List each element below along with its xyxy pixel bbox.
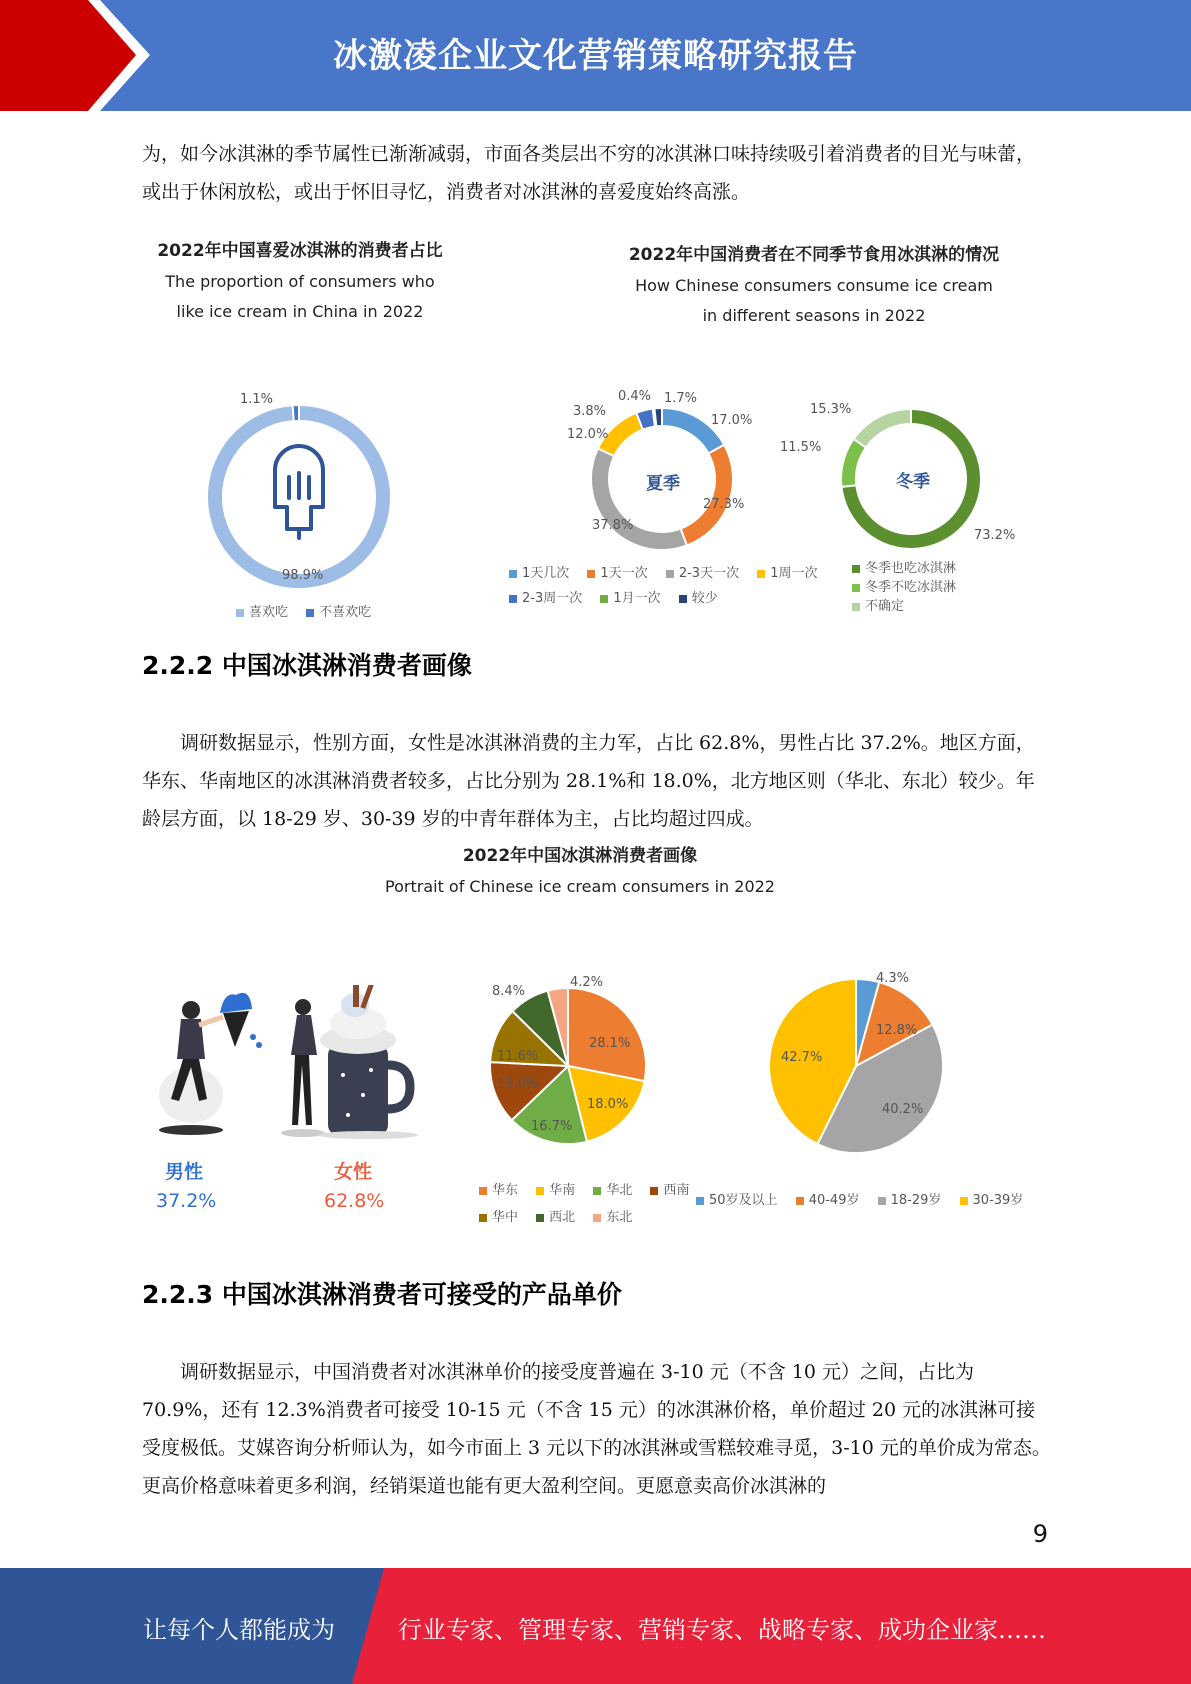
female-value: 62.8% — [324, 1190, 385, 1212]
chart1-title-zh: 2022年中国喜爱冰淇淋的消费者占比 — [157, 241, 443, 261]
winter-center-label: 冬季 — [896, 472, 930, 492]
summer-label-1: 1.7% — [664, 391, 698, 406]
section-222-text: 调研数据显示，性别方面，女性是冰淇淋消费的主力军，占比 62.8%，男性占比 37.2%。地区方面，华东、华南地区的冰淇淋消费者较多，占比分别为 28.1%和 18.0%，北方地区则（华北、东北）较少。年龄层方面，以 18-29 岁、30-39 岁的中青年群体为主，占比均超过四成。 — [142, 732, 1035, 830]
chart1-title-en-2: like ice cream in China in 2022 — [176, 302, 424, 321]
age-label-2: 12.8% — [876, 1023, 918, 1038]
legend-item: 华北 — [593, 1179, 632, 1198]
female-label: 女性 — [334, 1161, 373, 1183]
section-223-heading: 2.2.3 中国冰淇淋消费者可接受的产品单价 — [142, 1280, 622, 1309]
like-small-label: 1.1% — [240, 392, 274, 407]
legend-age — [696, 1189, 1037, 1214]
legend-item: 东北 — [593, 1206, 632, 1225]
age-label-4: 42.7% — [781, 1050, 823, 1065]
region-label-5: 11.6% — [497, 1049, 539, 1064]
legend-winter — [852, 562, 970, 619]
legend-item: 华中 — [479, 1206, 518, 1225]
footer-bar — [0, 1568, 1191, 1684]
legend-like — [236, 601, 385, 626]
summer-slice-2 — [681, 445, 733, 546]
winter-label-1: 73.2% — [974, 528, 1016, 543]
summer-slice-7 — [654, 408, 662, 426]
intro-paragraph — [142, 135, 1052, 211]
chart2-title-en-2: in different seasons in 2022 — [702, 306, 926, 325]
legend-item: 较少 — [679, 587, 718, 606]
age-label-1: 4.3% — [876, 971, 910, 986]
legend-item: 冬季也吃冰淇淋 — [852, 562, 956, 575]
legend-item: 不喜欢吃 — [306, 601, 371, 620]
legend-item: 不确定 — [852, 600, 904, 613]
legend-item: 2-3天一次 — [666, 562, 739, 581]
legend-region — [479, 1179, 703, 1231]
chart2-title — [575, 240, 1053, 331]
chart2-title-en-1: How Chinese consumers consume ice cream — [635, 276, 993, 295]
male-value: 37.2% — [156, 1190, 217, 1212]
legend-item: 2-3周一次 — [509, 587, 582, 606]
region-label-2: 18.0% — [587, 1097, 629, 1112]
intro-text: 为，如今冰淇淋的季节属性已渐渐减弱，市面各类层出不穷的冰淇淋口味持续吸引着消费者的目光与味蕾，或出于休闲放松，或出于怀旧寻忆，消费者对冰淇淋的喜爱度始终高涨。 — [142, 143, 1036, 203]
winter-label-2: 11.5% — [780, 440, 822, 455]
legend-item: 1天一次 — [587, 562, 647, 581]
section-222-paragraph — [142, 724, 1052, 838]
legend-item: 喜欢吃 — [236, 601, 288, 620]
legend-item: 18-29岁 — [878, 1189, 942, 1208]
legend-item: 40-49岁 — [796, 1189, 860, 1208]
summer-label-6: 3.8% — [573, 404, 607, 419]
section-222-heading: 2.2.2 中国冰淇淋消费者画像 — [142, 651, 472, 680]
legend-item: 冬季不吃冰淇淋 — [852, 581, 956, 594]
like-slice-2 — [293, 405, 299, 421]
legend-item: 西北 — [536, 1206, 575, 1225]
section-223-text: 调研数据显示，中国消费者对冰淇淋单价的接受度普遍在 3-10 元（不含 10 元）之间，占比为 70.9%，还有 12.3%消费者可接受 10-15 元（不含 15 元）的冰淇淋价格，单价超过 20 元的冰淇淋可接受度极低。艾媒咨询分析师认为，如今市面上 3 元以下的冰淇淋或雪糕较难寻觅，3-10 元的单价成为常态。更高价格意味着更多利润，经销渠道也能有更大盈利空间。更愿意卖高价冰淇淋的 — [142, 1361, 1051, 1497]
section-223-paragraph — [142, 1353, 1052, 1505]
summer-label-5: 12.0% — [567, 427, 609, 442]
winter-slice-3 — [854, 409, 911, 448]
region-slice-1 — [568, 988, 646, 1081]
legend-item: 1天几次 — [509, 562, 569, 581]
summer-center-label: 夏季 — [646, 474, 680, 494]
chart3-title — [350, 841, 810, 902]
male-label: 男性 — [165, 1161, 204, 1183]
summer-slice-3 — [591, 448, 687, 550]
summer-label-3: 27.3% — [703, 497, 745, 512]
like-big-label: 98.9% — [282, 568, 324, 583]
bottom-charts-svg — [0, 960, 1191, 1180]
header-bar — [0, 0, 1191, 111]
region-label-3: 16.7% — [531, 1119, 573, 1134]
winter-label-3: 15.3% — [810, 402, 852, 417]
report-title: 冰激凌企业文化营销策略研究报告 — [333, 36, 858, 76]
legend-item: 1月一次 — [600, 587, 660, 606]
footer-right-text: 行业专家、管理专家、营销专家、战略专家、成功企业家…… — [398, 1616, 1046, 1644]
chart2-title-zh: 2022年中国消费者在不同季节食用冰淇淋的情况 — [628, 245, 1000, 265]
region-label-1: 28.1% — [589, 1036, 631, 1051]
legend-item: 50岁及以上 — [696, 1189, 778, 1208]
summer-label-2: 17.0% — [711, 413, 753, 428]
summer-label-4: 37.8% — [592, 518, 634, 533]
region-label-6: 8.4% — [492, 984, 526, 999]
page-number: 9 — [1032, 1520, 1048, 1548]
region-label-4: 13.0% — [497, 1077, 539, 1092]
chart1-title — [140, 236, 460, 327]
region-label-7: 4.2% — [570, 975, 604, 990]
legend-summer — [509, 562, 832, 612]
legend-item: 1周一次 — [757, 562, 817, 581]
pie-age-chart — [769, 979, 943, 1153]
legend-item: 30-39岁 — [960, 1189, 1024, 1208]
age-label-3: 40.2% — [882, 1102, 924, 1117]
chart3-title-en: Portrait of Chinese ice cream consumers in 2022 — [385, 877, 775, 896]
legend-item: 华南 — [536, 1179, 575, 1198]
chart3-title-zh: 2022年中国冰淇淋消费者画像 — [462, 846, 698, 866]
legend-item: 华东 — [479, 1179, 518, 1198]
legend-item: 西南 — [650, 1179, 689, 1198]
summer-label-7: 0.4% — [618, 389, 652, 404]
chart1-title-en-1: The proportion of consumers who — [165, 272, 435, 291]
ice-cream-icon — [275, 446, 323, 538]
footer-left-text: 让每个人都能成为 — [143, 1616, 335, 1644]
